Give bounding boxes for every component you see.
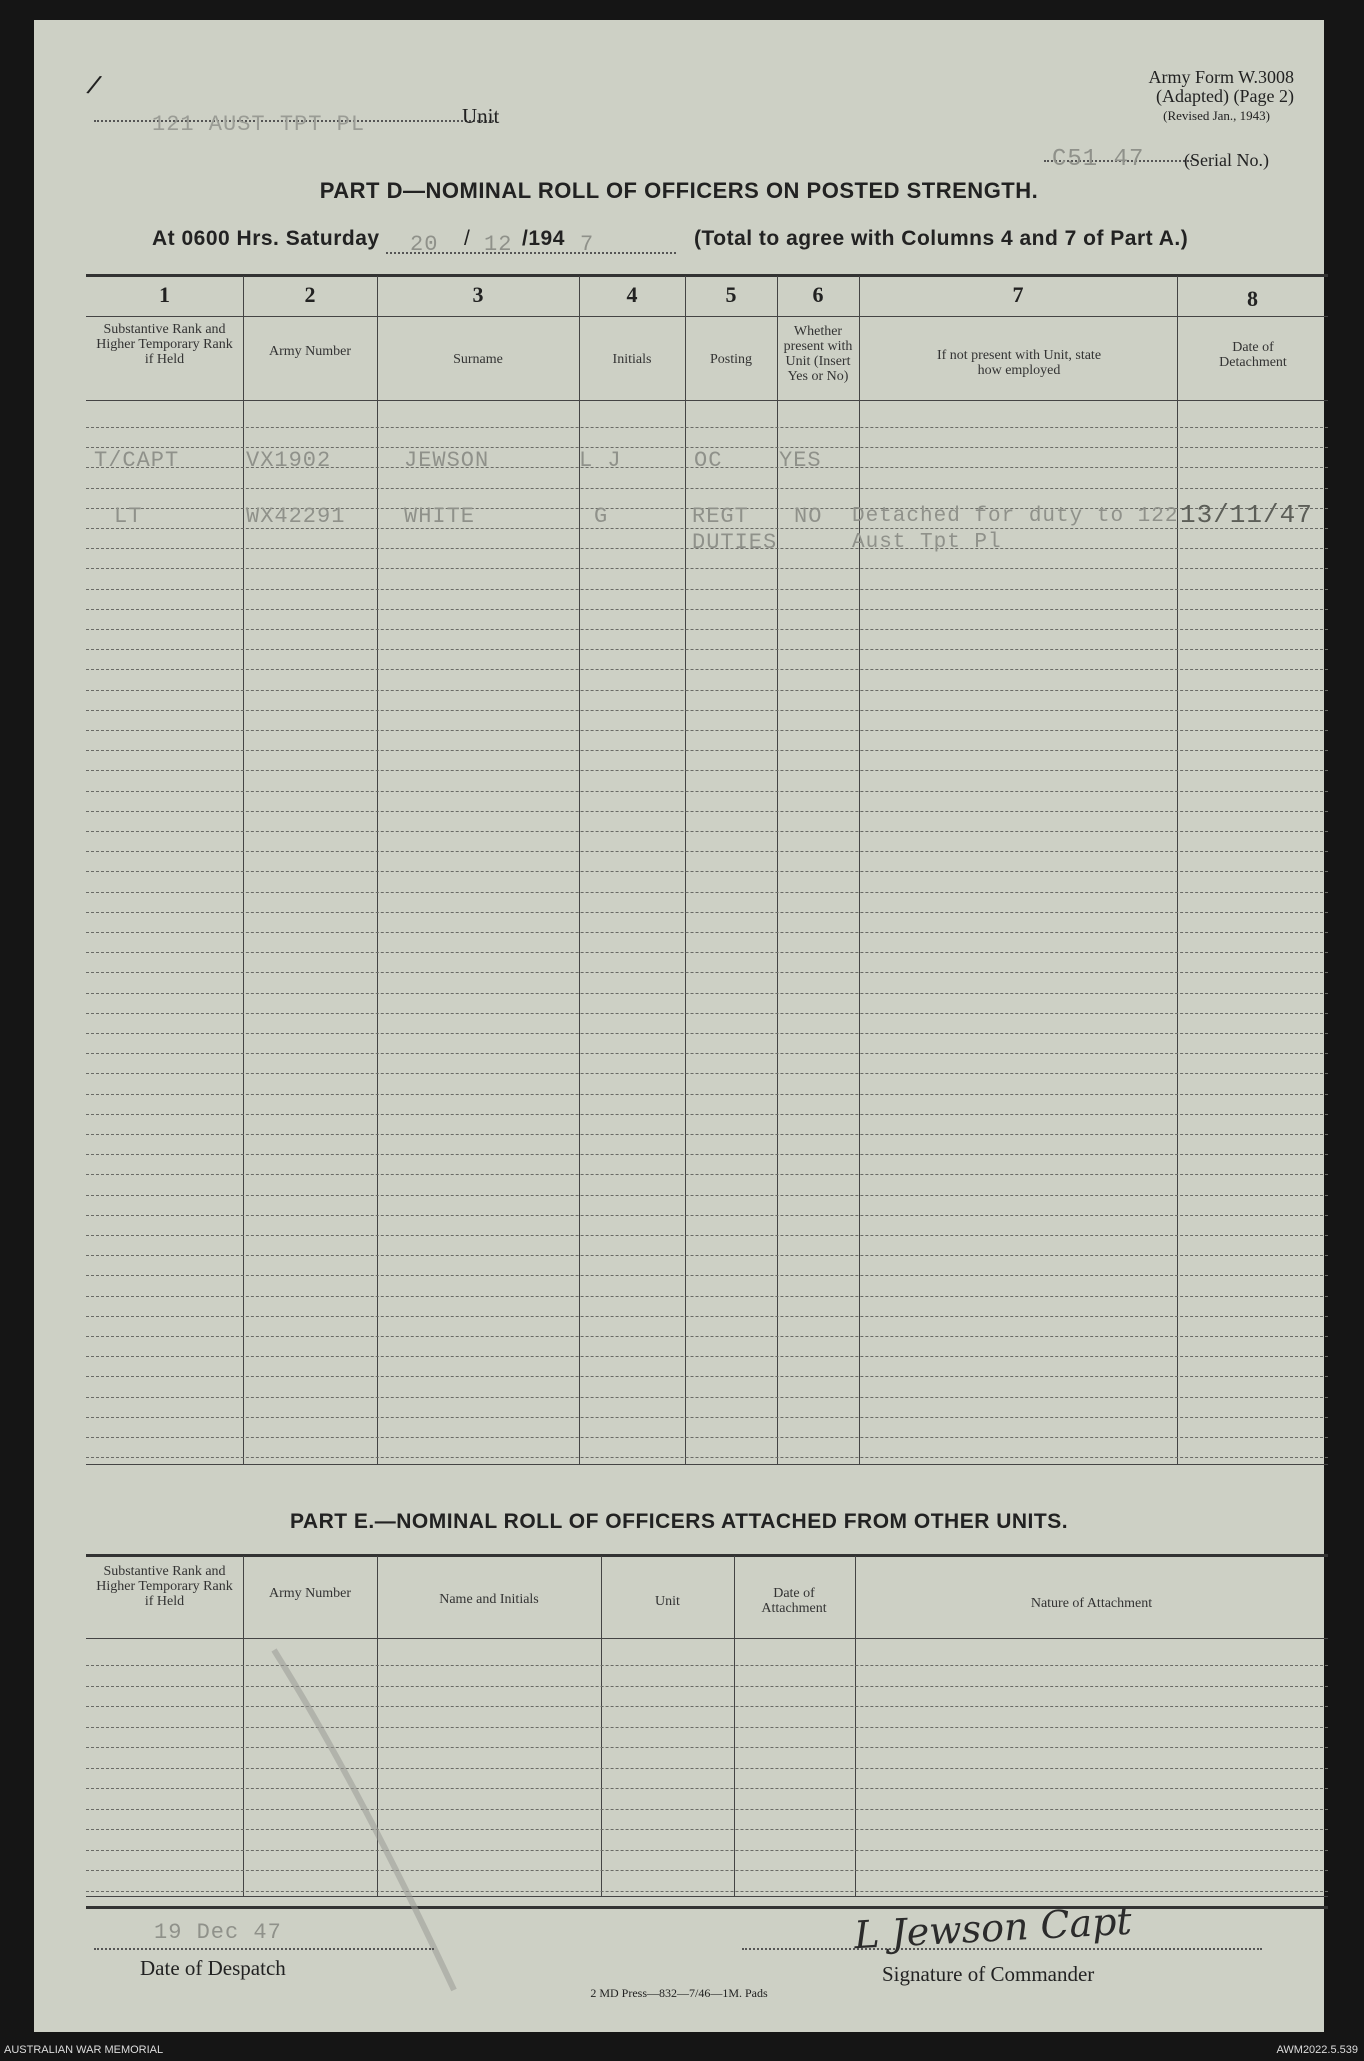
corner-mark: / xyxy=(83,70,106,104)
serial-label: (Serial No.) xyxy=(1184,150,1269,170)
ruled-line xyxy=(86,1073,1328,1074)
e-header-name: Name and Initials xyxy=(439,1592,539,1607)
ruled-line xyxy=(86,1255,1328,1256)
ruled-line xyxy=(86,1094,1328,1095)
row2-detach-date: 13/11/47 xyxy=(1180,500,1313,530)
commander-signature: L Jewson Capt xyxy=(853,1898,1133,1958)
ruled-line xyxy=(86,791,1328,792)
form-sheet: / 121 AUST TPT PL Unit Army Form W.3008 (Adapted) (Page 2) (Revised Jan., 1943) C51 47 (Serial No.) PART D—NOMINAL ROLL OF OFFICERS ON POSTED STRENGTH. At 0600 Hrs. Saturday 20 / 12 /194 7 (Total to agree with Columns 4 and 7 of Part A.) 1 2 3 4 5 6 7 8 Substantive Rank and Higher Temporary Rank if Held Army Number Surname Initials Posting Whether present with Unit (Insert Yes or No) If not present with Unit, state how employed Date of Detachment T/CAPT VX1902 JEWSON L J OC YES LT WX42291 WHITE G REGT DUTIES NO Detached for duty to 122 Aust Tpt Pl 13/11/47 PART E.—NOMINAL ROLL OF OFFICERS ATTACHED FROM OTHER UNITS. Substantive Rank and Higher Temporary Rank if Held Army Number Name and Initials Unit Date of Attachment Nature of Attachment 19 Dec 47 Date of Despatch L Jewson Capt Signature of Commander 2 MD Press—832—7/46—1M. Pads xyxy=(34,20,1324,2032)
part-d-top-rule xyxy=(86,274,1328,277)
ruled-line xyxy=(86,1134,1328,1135)
despatch-date: 19 Dec 47 xyxy=(154,1920,282,1945)
e-header-army-number: Army Number xyxy=(268,1586,352,1601)
ruled-line xyxy=(86,1417,1328,1418)
serial-value: C51 47 xyxy=(1052,146,1145,173)
pencil-stroke-mark xyxy=(264,1640,464,2000)
col-header-detachment-date: Date of Detachment xyxy=(1219,340,1287,370)
row2-surname: WHITE xyxy=(404,504,476,529)
col-header-initials: Initials xyxy=(612,352,652,367)
ruled-line xyxy=(86,690,1328,691)
ruled-line xyxy=(86,1154,1328,1155)
ruled-line xyxy=(86,1215,1328,1216)
row1-surname: JEWSON xyxy=(404,448,490,473)
row1-rank: T/CAPT xyxy=(94,448,180,473)
ruled-line xyxy=(86,568,1328,569)
ruled-line xyxy=(86,1195,1328,1196)
form-name: Army Form W.3008 xyxy=(1148,67,1294,87)
despatch-label: Date of Despatch xyxy=(140,1956,286,1980)
archive-footer xyxy=(0,2040,1364,2061)
ruled-line xyxy=(86,750,1328,751)
row2-employed: Detached for duty to 122 Aust Tpt Pl xyxy=(852,505,1179,554)
ruled-line xyxy=(86,1235,1328,1236)
unit-value: 121 AUST TPT PL xyxy=(152,112,366,137)
e-header-rank: Substantive Rank and Higher Temporary Rank if Held xyxy=(96,1564,233,1609)
form-id-block xyxy=(1148,68,1294,125)
col-header-surname: Surname xyxy=(453,352,503,367)
row1-number: VX1902 xyxy=(246,448,332,473)
date-year: 7 xyxy=(580,232,595,257)
ruled-line xyxy=(86,912,1328,913)
ruled-line xyxy=(86,1457,1328,1458)
date-day: 20 xyxy=(410,232,439,257)
ruled-line xyxy=(86,488,1328,489)
ruled-line xyxy=(86,609,1328,610)
row2-posting: REGT DUTIES xyxy=(692,504,778,555)
unit-label: Unit xyxy=(462,104,500,128)
col-number-5: 5 xyxy=(725,282,737,307)
ruled-line xyxy=(86,1114,1328,1115)
part-d-time-prefix: At 0600 Hrs. Saturday xyxy=(152,227,380,250)
ruled-line xyxy=(86,770,1328,771)
part-d-title: PART D—NOMINAL ROLL OF OFFICERS ON POSTED STRENGTH. xyxy=(319,178,1039,203)
col-header-present: Whether present with Unit (Insert Yes or No) xyxy=(783,324,853,384)
ruled-line xyxy=(86,1296,1328,1297)
row1-posting: OC xyxy=(694,448,723,473)
row2-initials: G xyxy=(594,504,609,529)
e-header-date: Date of Attachment xyxy=(761,1586,827,1616)
col-header-rank: Substantive Rank and Higher Temporary Rank if Held xyxy=(96,322,233,367)
ruled-line xyxy=(86,871,1328,872)
archive-left: AUSTRALIAN WAR MEMORIAL xyxy=(4,2044,164,2056)
col-header-army-number: Army Number xyxy=(268,344,352,359)
ruled-line xyxy=(86,1013,1328,1014)
ruled-line xyxy=(86,427,1328,428)
row2-number: WX42291 xyxy=(246,504,346,529)
col-number-4: 4 xyxy=(626,282,638,307)
row2-present: NO xyxy=(794,504,823,529)
e-header-unit: Unit xyxy=(655,1594,680,1609)
col-number-2: 2 xyxy=(304,282,316,307)
col-header-posting: Posting xyxy=(709,352,752,367)
ruled-line xyxy=(86,811,1328,812)
ruled-line xyxy=(86,1376,1328,1377)
ruled-line xyxy=(86,589,1328,590)
printer-imprint: 2 MD Press—832—7/46—1M. Pads xyxy=(590,1986,768,2000)
part-d-bottom-rule xyxy=(86,1464,1328,1465)
ruled-line xyxy=(86,710,1328,711)
col-number-8: 8 xyxy=(1247,286,1258,311)
ruled-line xyxy=(86,669,1328,670)
ruled-line xyxy=(86,892,1328,893)
total-note: (Total to agree with Columns 4 and 7 of Part A.) xyxy=(694,227,1189,250)
ruled-line xyxy=(86,851,1328,852)
signature-label: Signature of Commander xyxy=(882,1962,1095,1986)
ruled-line xyxy=(86,993,1328,994)
ruled-line xyxy=(86,1174,1328,1175)
form-adapted: (Adapted) (Page 2) xyxy=(1156,86,1294,106)
row1-present: YES xyxy=(779,448,822,473)
col-number-6: 6 xyxy=(812,282,824,307)
ruled-line xyxy=(86,932,1328,933)
col-number-3: 3 xyxy=(472,282,484,307)
ruled-line xyxy=(86,1356,1328,1357)
ruled-line xyxy=(86,1316,1328,1317)
ruled-line xyxy=(86,1397,1328,1398)
ruled-line xyxy=(86,730,1328,731)
ruled-line xyxy=(86,1437,1328,1438)
ruled-line xyxy=(86,831,1328,832)
row1-initials: L J xyxy=(579,448,622,473)
ruled-line xyxy=(86,1336,1328,1337)
ruled-line xyxy=(86,629,1328,630)
ruled-line xyxy=(86,1275,1328,1276)
part-e-title: PART E.—NOMINAL ROLL OF OFFICERS ATTACHED FROM OTHER UNITS. xyxy=(289,1510,1069,1533)
ruled-line xyxy=(86,649,1328,650)
archive-right: AWM2022.5.539 xyxy=(1276,2044,1358,2056)
col-number-7: 7 xyxy=(1012,282,1024,307)
ruled-line xyxy=(86,972,1328,973)
ruled-line xyxy=(86,1053,1328,1054)
ruled-line xyxy=(86,1033,1328,1034)
ruled-line xyxy=(86,952,1328,953)
form-revised: (Revised Jan., 1943) xyxy=(1163,108,1270,123)
col-number-1: 1 xyxy=(159,282,170,307)
e-header-nature: Nature of Attachment xyxy=(1030,1596,1153,1611)
date-month: 12 xyxy=(484,232,513,257)
row2-rank: LT xyxy=(114,504,143,529)
date-year-prefix: /194 xyxy=(522,227,565,250)
col-header-employed: If not present with Unit, state how employed xyxy=(936,348,1102,378)
